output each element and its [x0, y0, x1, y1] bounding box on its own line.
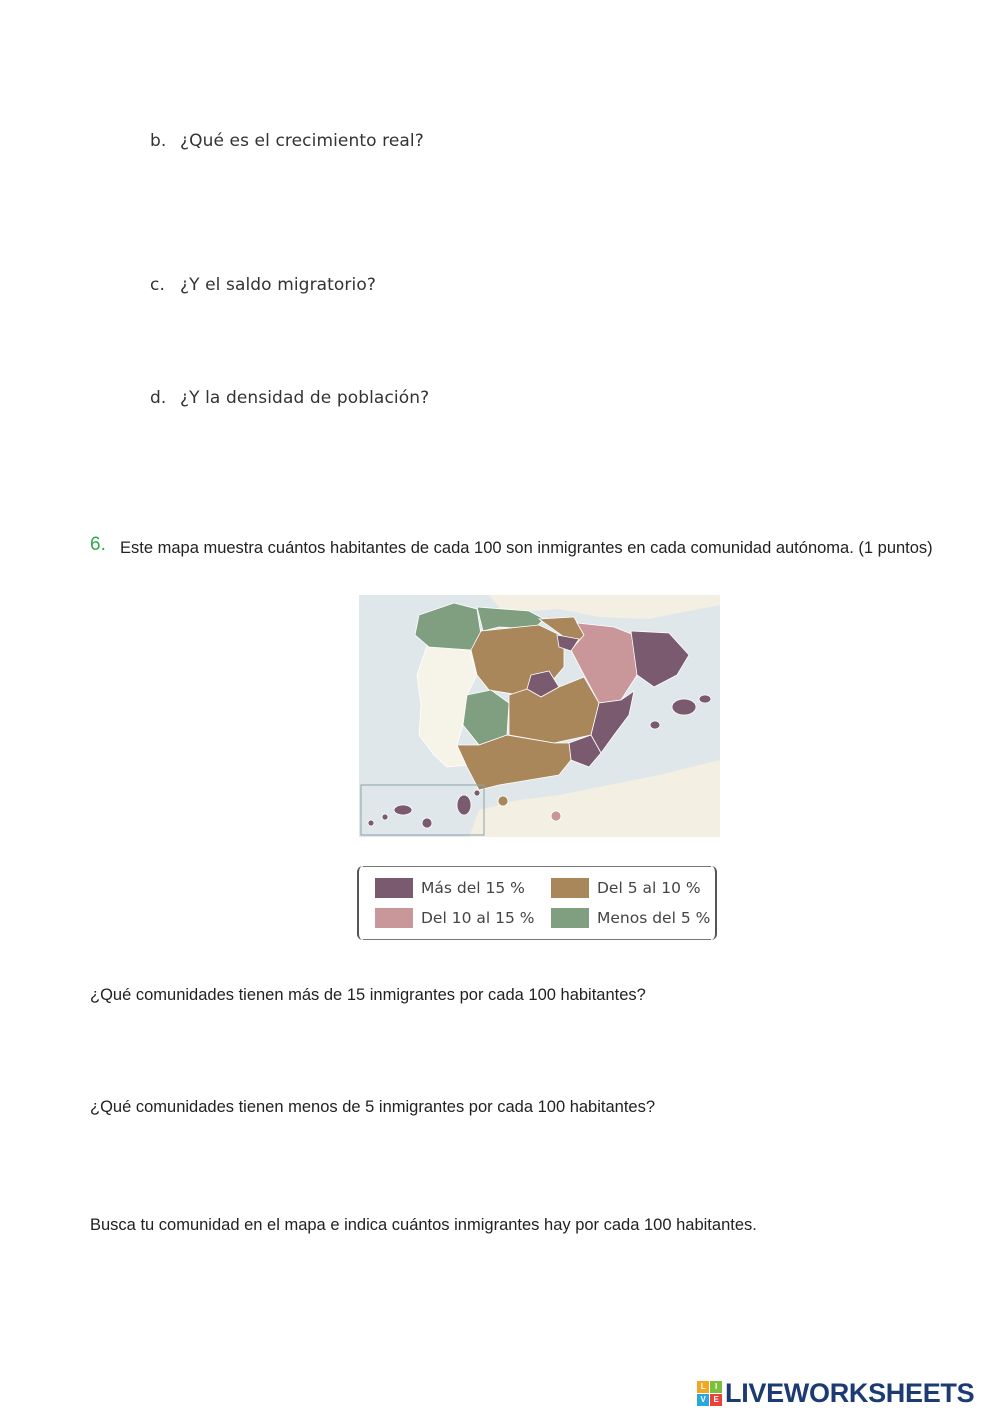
legend-swatch-under5 — [551, 908, 589, 928]
question-c-label: c. — [150, 275, 165, 295]
question-6-text: Este mapa muestra cuántos habitantes de cada 100 son inmigrantes en cada comunidad autónoma. (1 puntos) — [120, 539, 933, 557]
question-6 — [90, 536, 970, 560]
region-ceuta — [498, 796, 508, 806]
immigration-map — [359, 595, 720, 837]
question-d-text: ¿Y la densidad de población? — [180, 388, 430, 408]
region-baleares-ibiza — [650, 721, 660, 729]
question-6-number: 6. — [90, 534, 106, 555]
legend-label: Más del 15 % — [421, 879, 525, 897]
spain-map-svg — [359, 595, 720, 837]
logo-letter: I — [710, 1381, 722, 1393]
region-canarias-5 — [457, 795, 471, 815]
liveworksheets-brand — [697, 1378, 974, 1409]
legend-label: Menos del 5 % — [597, 909, 711, 927]
map-legend — [357, 866, 717, 940]
region-canarias-4 — [422, 818, 432, 828]
region-canarias-1 — [368, 820, 374, 826]
region-canarias-2 — [382, 814, 388, 820]
liveworksheets-logo — [697, 1381, 722, 1406]
legend-swatch-10to15 — [375, 908, 413, 928]
followup-question-2: ¿Qué comunidades tienen menos de 5 inmigrantes por cada 100 habitantes? — [90, 1098, 656, 1116]
question-b-text: ¿Qué es el crecimiento real? — [180, 131, 424, 151]
question-b — [150, 131, 424, 151]
question-d-label: d. — [150, 388, 167, 408]
followup-question-1: ¿Qué comunidades tienen más de 15 inmigrantes por cada 100 habitantes? — [90, 986, 646, 1004]
legend-item — [375, 908, 534, 928]
liveworksheets-name: LIVEWORKSHEETS — [725, 1378, 975, 1408]
logo-letter: L — [697, 1381, 709, 1393]
legend-swatch-5to10 — [551, 878, 589, 898]
followup-question-3: Busca tu comunidad en el mapa e indica cuántos inmigrantes hay por cada 100 habitantes. — [90, 1216, 757, 1234]
legend-label: Del 10 al 15 % — [421, 909, 535, 927]
legend-swatch-over15 — [375, 878, 413, 898]
legend-item — [551, 908, 710, 928]
region-canarias-3 — [394, 805, 412, 815]
region-baleares-mallorca — [672, 699, 696, 715]
legend-item — [551, 878, 701, 898]
legend-label: Del 5 al 10 % — [597, 879, 701, 897]
question-c — [150, 275, 376, 295]
question-b-label: b. — [150, 131, 167, 151]
question-c-text: ¿Y el saldo migratorio? — [180, 275, 376, 295]
legend-item — [375, 878, 525, 898]
question-d — [150, 388, 429, 408]
region-canarias-6 — [474, 790, 480, 796]
logo-letter: V — [697, 1394, 709, 1406]
region-melilla — [551, 811, 561, 821]
logo-letter: E — [710, 1394, 722, 1406]
region-baleares-menorca — [699, 695, 711, 703]
